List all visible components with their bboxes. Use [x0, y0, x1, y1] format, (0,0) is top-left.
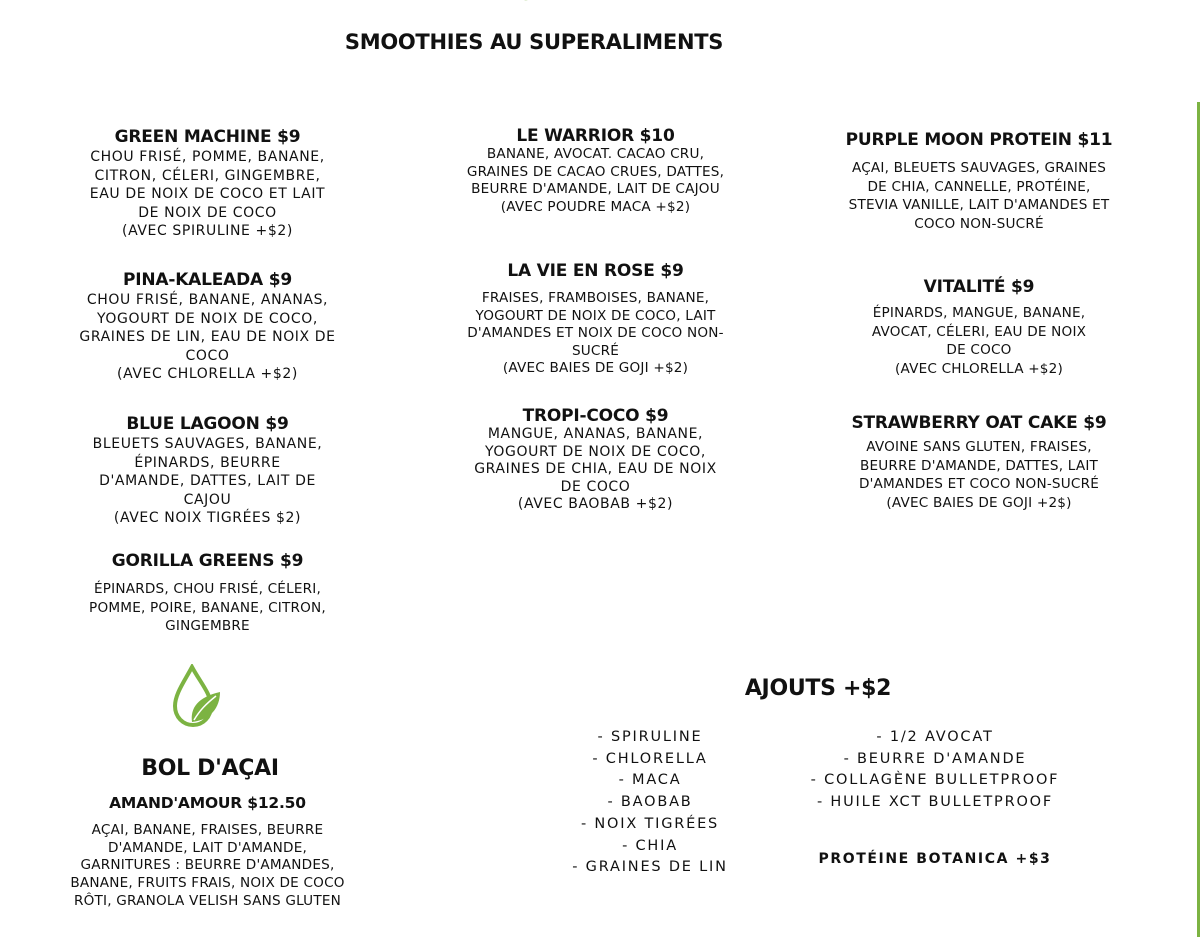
addons-left-list [540, 727, 760, 879]
item-description: CHOU FRISÉ, POMME, BANANE, CITRON, CÉLERI, GINGEMBRE, EAU DE NOIX DE COCO ET LAIT DE NOIX DE COCO (AVEC SPIRULINE +$2) [89, 149, 326, 239]
bowl-title: BOL D'AÇAI [141, 756, 279, 781]
list-item: - NOIX TIGRÉES [580, 815, 720, 832]
item-name: STRAWBERRY OAT CAKE $9 [851, 413, 1107, 433]
smoothie-vitalite [800, 276, 1158, 378]
list-item: - GRAINES DE LIN [572, 859, 728, 876]
item-name: GORILLA GREENS $9 [111, 551, 304, 571]
item-description: MANGUE, ANANAS, BANANE, YOGOURT DE NOIX DE COCO, GRAINES DE CHIA, EAU DE NOIX DE COCO (AVEC BAOBAB +$2) [474, 426, 717, 512]
item-name: GREEN MACHINE $9 [114, 127, 301, 147]
smoothie-le-warrior [428, 126, 763, 216]
item-description: ÉPINARDS, MANGUE, BANANE, AVOCAT, CÉLERI, EAU DE NOIX DE COCO (AVEC CHLORELLA +$2) [871, 305, 1087, 377]
list-item: - 1/2 AVOCAT [876, 729, 994, 745]
smoothie-green-machine [40, 126, 375, 241]
item-description: BLEUETS SAUVAGES, BANANE, ÉPINARDS, BEURRE D'AMANDE, DATTES, LAIT DE CAJOU (AVEC NOIX TIGRÉES $2) [92, 436, 323, 526]
item-name: LA VIE EN ROSE $9 [507, 261, 684, 281]
smoothie-blue-lagoon [40, 413, 375, 528]
item-description: CHOU FRISÉ, BANANE, ANANAS, YOGOURT DE NOIX DE COCO, GRAINES DE LIN, EAU DE NOIX DE COCO (AVEC CHLORELLA +$2) [79, 292, 336, 382]
item-description: AÇAI, BLEUETS SAUVAGES, GRAINES DE CHIA, CANNELLE, PROTÉINE, STEVIA VANILLE, LAIT D'AMANDES ET COCO NON-SUCRÉ [848, 160, 1110, 232]
protein-addon: PROTÉINE BOTANICA +$3 [818, 851, 1052, 867]
list-item: - SPIRULINE [597, 729, 703, 745]
item-description: AÇAI, BANANE, FRAISES, BEURRE D'AMANDE, LAIT D'AMANDE, GARNITURES : BEURRE D'AMANDES, BANANE, FRUITS FRAIS, NOIX DE COCO RÔTI, GRANOLA VELISH SANS GLUTEN [70, 822, 345, 909]
smoothie-purple-moon-protein [800, 129, 1158, 233]
top-leaf-icon [508, 0, 548, 6]
smoothie-strawberry-oat-cake [800, 412, 1158, 512]
item-description: AVOINE SANS GLUTEN, FRAISES, BEURRE D'AMANDE, DATTES, LAIT D'AMANDES ET COCO NON-SUCRÉ (AVEC BAIES DE GOJI +2$) [858, 439, 1100, 511]
item-name: BLUE LAGOON $9 [126, 414, 289, 434]
smoothie-gorilla-greens [40, 550, 375, 636]
item-name: VITALITÉ $9 [923, 277, 1035, 297]
page-title: SMOOTHIES AU SUPERALIMENTS [344, 30, 724, 54]
item-name: AMAND'AMOUR $12.50 [109, 794, 306, 812]
smoothie-la-vie-en-rose [428, 260, 763, 378]
smoothie-tropi-coco [428, 406, 763, 514]
list-item: - HUILE XCT BULLETPROOF [816, 794, 1054, 811]
addons-right-list [780, 727, 1090, 814]
list-item: - BEURRE D'AMANDE [843, 750, 1027, 767]
smoothie-pina-kaleada [40, 269, 375, 384]
bowl-amand-amour [40, 792, 375, 911]
item-name: LE WARRIOR $10 [516, 126, 675, 146]
item-description: ÉPINARDS, CHOU FRISÉ, CÉLERI, POMME, POIRE, BANANE, CITRON, GINGEMBRE [89, 581, 326, 634]
list-item: - BAOBAB [607, 794, 693, 811]
item-name: TROPI-COCO $9 [522, 406, 669, 426]
item-name: PURPLE MOON PROTEIN $11 [845, 130, 1113, 150]
list-item: - CHLORELLA [592, 750, 708, 767]
list-item: - COLLAGÈNE BULLETPROOF [810, 772, 1060, 789]
item-name: PINA-KALEADA $9 [122, 270, 292, 290]
item-description: BANANE, AVOCAT. CACAO CRU, GRAINES DE CACAO CRUES, DATTES, BEURRE D'AMANDE, LAIT DE CAJOU (AVEC POUDRE MACA +$2) [466, 146, 725, 215]
item-description: FRAISES, FRAMBOISES, BANANE, YOGOURT DE NOIX DE COCO, LAIT D'AMANDES ET NOIX DE COCO NON- SUCRÉ (AVEC BAIES DE GOJI +$2) [467, 290, 724, 376]
addons-title: AJOUTS +$2 [744, 676, 892, 701]
list-item: - MACA [618, 772, 682, 789]
leaf-drop-icon [170, 664, 224, 728]
list-item: - CHIA [622, 837, 678, 854]
